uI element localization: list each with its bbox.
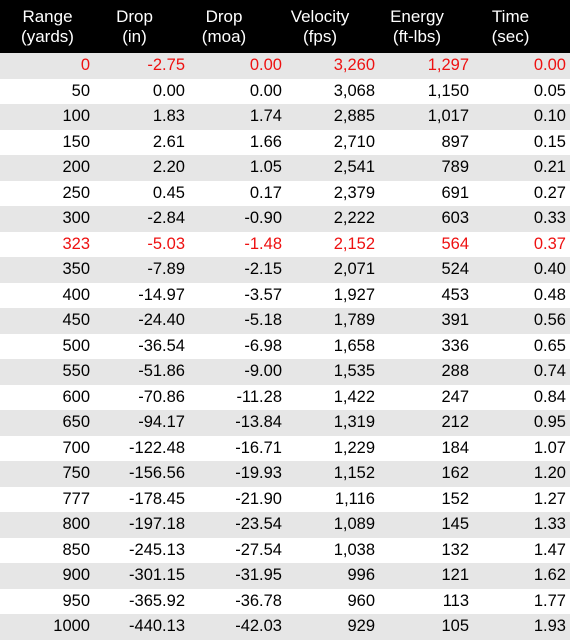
cell-range: 200	[62, 158, 90, 177]
cell-energy: 132	[441, 540, 469, 559]
cell-velocity: 2,222	[333, 209, 375, 228]
cell-drop-in: 0.00	[152, 81, 185, 100]
cell-drop-in: -51.86	[138, 362, 185, 381]
header-range	[0, 0, 95, 53]
header-velocity	[274, 0, 366, 53]
header-label: Drop	[205, 6, 243, 26]
cell-drop-in: -197.18	[129, 515, 185, 534]
cell-drop-in: -14.97	[138, 285, 185, 304]
cell-range: 600	[62, 387, 90, 406]
cell-range: 900	[62, 566, 90, 585]
cell-velocity: 1,319	[333, 413, 375, 432]
cell-energy: 162	[441, 464, 469, 483]
cell-drop-in: -2.75	[147, 56, 185, 75]
table-row	[0, 563, 570, 589]
cell-range: 700	[62, 438, 90, 457]
cell-energy: 184	[441, 438, 469, 457]
cell-velocity: 1,229	[333, 438, 375, 457]
cell-drop-moa: -9.00	[244, 362, 282, 381]
cell-drop-in: -70.86	[138, 387, 185, 406]
cell-velocity: 1,152	[333, 464, 375, 483]
header-unit: (sec)	[491, 26, 530, 46]
table-row	[0, 614, 570, 640]
cell-velocity: 2,710	[333, 132, 375, 151]
cell-drop-moa: -1.48	[244, 234, 282, 253]
cell-time: 0.10	[533, 107, 566, 126]
table-row	[0, 206, 570, 232]
cell-range: 323	[62, 234, 90, 253]
cell-range: 400	[62, 285, 90, 304]
table-row	[0, 308, 570, 334]
cell-time: 0.27	[533, 183, 566, 202]
cell-drop-in: -156.56	[129, 464, 185, 483]
cell-drop-in: -178.45	[129, 489, 185, 508]
cell-energy: 145	[441, 515, 469, 534]
table-header	[0, 0, 570, 53]
cell-energy: 113	[442, 591, 469, 610]
cell-drop-in: 2.20	[152, 158, 185, 177]
header-time	[468, 0, 553, 53]
cell-velocity: 996	[347, 566, 375, 585]
cell-drop-moa: -31.95	[235, 566, 282, 585]
cell-drop-moa: -3.57	[244, 285, 282, 304]
cell-range: 850	[62, 540, 90, 559]
cell-range: 50	[71, 81, 90, 100]
header-label: Drop	[116, 6, 153, 26]
cell-range: 250	[62, 183, 90, 202]
cell-drop-moa: -42.03	[235, 617, 282, 636]
cell-energy: 212	[441, 413, 469, 432]
cell-range: 777	[62, 489, 90, 508]
table-row	[0, 283, 570, 309]
cell-energy: 691	[441, 183, 469, 202]
cell-energy: 336	[441, 336, 469, 355]
cell-velocity: 1,089	[333, 515, 375, 534]
cell-time: 1.93	[533, 617, 566, 636]
cell-time: 0.95	[533, 413, 566, 432]
cell-time: 1.33	[533, 515, 566, 534]
table-row	[0, 334, 570, 360]
table-row-highlighted	[0, 53, 570, 79]
table-row	[0, 538, 570, 564]
cell-time: 0.65	[533, 336, 566, 355]
header-drop-moa	[174, 0, 274, 53]
cell-velocity: 3,260	[333, 56, 375, 75]
cell-range: 650	[62, 413, 90, 432]
cell-drop-in: -7.89	[147, 260, 185, 279]
cell-drop-in: -245.13	[129, 540, 185, 559]
cell-range: 300	[62, 209, 90, 228]
cell-energy: 247	[441, 387, 469, 406]
table-row	[0, 461, 570, 487]
cell-range: 0	[80, 56, 90, 75]
cell-velocity: 2,541	[333, 158, 375, 177]
cell-time: 1.27	[533, 489, 566, 508]
cell-velocity: 2,885	[333, 107, 375, 126]
cell-velocity: 2,071	[333, 260, 375, 279]
cell-range: 950	[62, 591, 90, 610]
cell-time: 0.74	[533, 362, 566, 381]
table-row	[0, 79, 570, 105]
cell-range: 800	[62, 515, 90, 534]
cell-velocity: 1,116	[334, 489, 375, 508]
cell-time: 1.20	[533, 464, 566, 483]
header-label: Velocity	[290, 6, 350, 26]
table-row	[0, 181, 570, 207]
cell-energy: 105	[441, 617, 469, 636]
table-row	[0, 257, 570, 283]
cell-velocity: 1,038	[333, 540, 375, 559]
cell-time: 0.00	[533, 56, 566, 75]
table-body	[0, 53, 570, 640]
cell-drop-moa: 0.17	[249, 183, 282, 202]
cell-energy: 1,150	[427, 81, 469, 100]
cell-time: 0.33	[533, 209, 566, 228]
cell-energy: 897	[441, 132, 469, 151]
table-row	[0, 385, 570, 411]
cell-drop-moa: -21.90	[235, 489, 282, 508]
cell-time: 0.56	[533, 311, 566, 330]
cell-energy: 1,017	[427, 107, 469, 126]
cell-drop-moa: -16.71	[235, 438, 282, 457]
table-row	[0, 104, 570, 130]
cell-time: 1.77	[533, 591, 566, 610]
header-label: Time	[491, 6, 530, 26]
cell-energy: 603	[441, 209, 469, 228]
cell-velocity: 1,535	[333, 362, 375, 381]
cell-velocity: 2,152	[333, 234, 375, 253]
cell-energy: 789	[441, 158, 469, 177]
header-label: Range	[22, 6, 73, 26]
cell-drop-in: -365.92	[129, 591, 185, 610]
cell-drop-in: 2.61	[152, 132, 185, 151]
cell-range: 500	[62, 336, 90, 355]
cell-range: 1000	[53, 617, 90, 636]
cell-drop-moa: -13.84	[235, 413, 282, 432]
table-row	[0, 512, 570, 538]
cell-range: 450	[62, 311, 90, 330]
cell-energy: 121	[441, 566, 469, 585]
cell-range: 350	[62, 260, 90, 279]
cell-drop-in: -2.84	[147, 209, 185, 228]
table-row	[0, 589, 570, 615]
cell-velocity: 960	[347, 591, 375, 610]
cell-drop-moa: 1.66	[249, 132, 282, 151]
cell-drop-in: -36.54	[138, 336, 185, 355]
table-row	[0, 410, 570, 436]
cell-velocity: 1,927	[333, 285, 375, 304]
header-drop-in	[95, 0, 174, 53]
cell-velocity: 3,068	[333, 81, 375, 100]
header-unit: (in)	[122, 26, 147, 46]
cell-energy: 453	[441, 285, 469, 304]
cell-time: 0.37	[533, 234, 566, 253]
cell-drop-moa: 1.74	[249, 107, 282, 126]
cell-drop-in: 0.45	[152, 183, 185, 202]
cell-time: 0.21	[533, 158, 566, 177]
cell-energy: 152	[441, 489, 469, 508]
cell-drop-in: -440.13	[129, 617, 185, 636]
header-unit: (moa)	[201, 26, 247, 46]
cell-drop-in: -5.03	[147, 234, 185, 253]
cell-drop-moa: 1.05	[249, 158, 282, 177]
cell-drop-moa: -36.78	[235, 591, 282, 610]
header-unit: (fps)	[303, 26, 337, 46]
cell-velocity: 929	[347, 617, 375, 636]
table-row	[0, 436, 570, 462]
header-label: Energy	[390, 6, 444, 26]
table-row	[0, 487, 570, 513]
cell-drop-moa: -19.93	[235, 464, 282, 483]
cell-energy: 564	[441, 234, 469, 253]
cell-drop-moa: -27.54	[235, 540, 282, 559]
cell-drop-moa: 0.00	[249, 81, 282, 100]
cell-velocity: 1,422	[333, 387, 375, 406]
cell-range: 150	[62, 132, 90, 151]
cell-time: 0.40	[533, 260, 566, 279]
table-row	[0, 155, 570, 181]
cell-time: 0.84	[533, 387, 566, 406]
cell-time: 0.48	[533, 285, 566, 304]
cell-energy: 524	[441, 260, 469, 279]
header-unit: (yards)	[21, 26, 74, 46]
cell-drop-in: -301.15	[129, 566, 185, 585]
cell-drop-in: -122.48	[129, 438, 185, 457]
cell-velocity: 1,658	[333, 336, 375, 355]
cell-drop-moa: -0.90	[244, 209, 282, 228]
cell-drop-moa: -5.18	[244, 311, 282, 330]
cell-time: 0.15	[533, 132, 566, 151]
cell-drop-moa: -2.15	[244, 260, 282, 279]
cell-range: 550	[62, 362, 90, 381]
cell-range: 750	[62, 464, 90, 483]
cell-time: 0.05	[533, 81, 566, 100]
cell-drop-in: 1.83	[152, 107, 185, 126]
cell-time: 1.47	[533, 540, 566, 559]
cell-time: 1.07	[533, 438, 566, 457]
cell-time: 1.62	[533, 566, 566, 585]
table-row	[0, 359, 570, 385]
cell-velocity: 2,379	[333, 183, 375, 202]
cell-range: 100	[62, 107, 90, 126]
cell-drop-moa: -6.98	[244, 336, 282, 355]
cell-drop-moa: -23.54	[235, 515, 282, 534]
cell-drop-in: -94.17	[138, 413, 185, 432]
table-row	[0, 130, 570, 156]
table-row-highlighted	[0, 232, 570, 258]
cell-drop-moa: 0.00	[249, 56, 282, 75]
header-unit: (ft-lbs)	[392, 26, 442, 46]
cell-drop-in: -24.40	[138, 311, 185, 330]
cell-velocity: 1,789	[333, 311, 375, 330]
cell-energy: 391	[441, 311, 469, 330]
header-energy	[366, 0, 468, 53]
cell-energy: 288	[441, 362, 469, 381]
cell-energy: 1,297	[427, 56, 469, 75]
cell-drop-moa: -11.28	[236, 387, 282, 406]
